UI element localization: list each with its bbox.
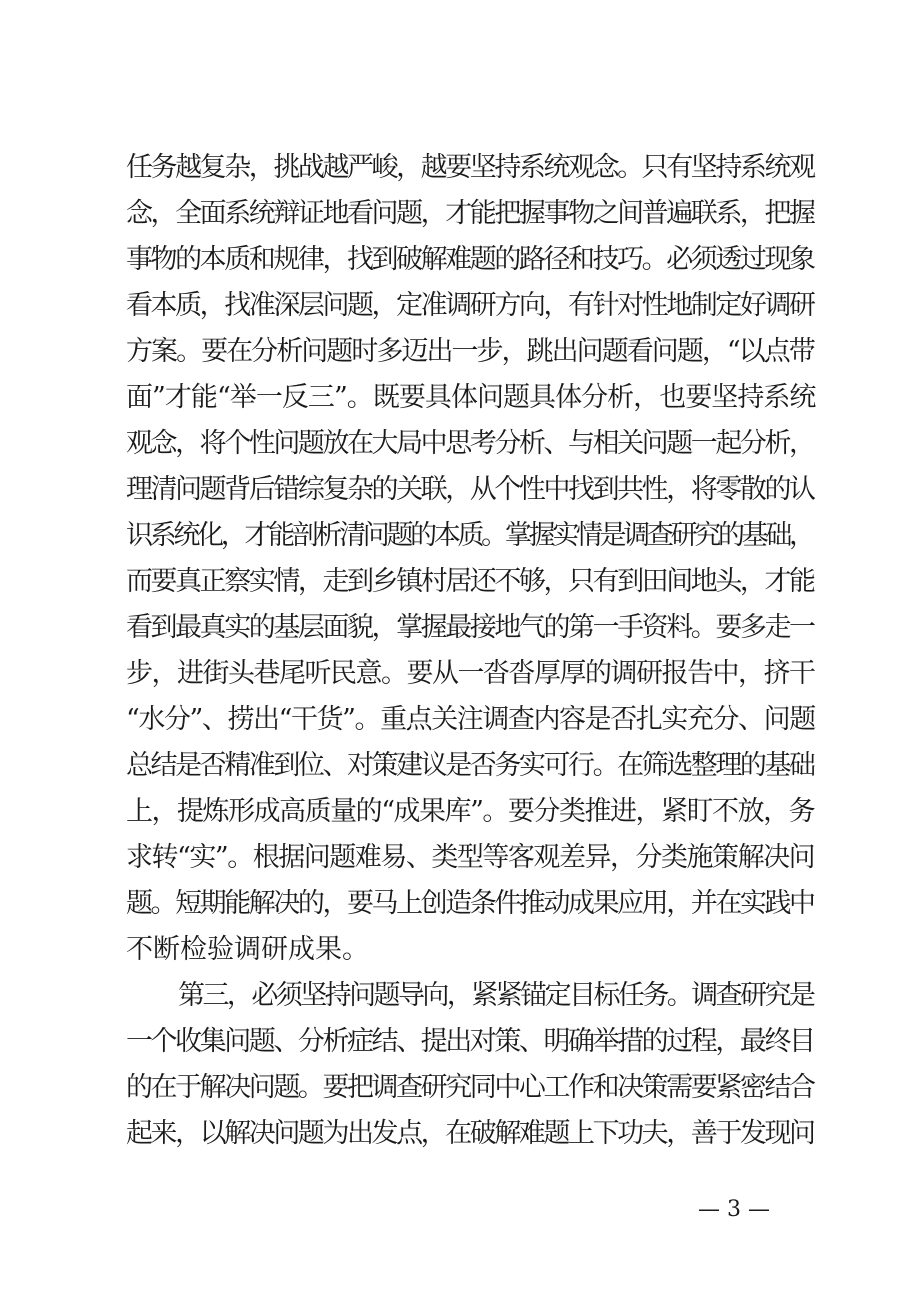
text-line: 识系统化，才能剖析清问题的本质。掌握实情是调查研究的基础， [126, 520, 813, 551]
text-line: 上，提炼形成高质量的“成果库”。要分类推进，紧盯不放，务 [126, 796, 815, 827]
text-line: 理清问题背后错综复杂的关联，从个性中找到共性，将零散的认 [126, 474, 814, 505]
text-line: 的在于解决问题。要把调查研究同中心工作和决策需要紧密结合 [126, 1072, 814, 1103]
text-line: 题。短期能解决的，要马上创造条件推动成果应用，并在实践中 [126, 888, 814, 919]
text-line: 观念，将个性问题放在大局中思考分析、与相关问题一起分析， [126, 428, 814, 459]
text-line: 步，进街头巷尾听民意。要从一沓沓厚厚的调研报告中，挤干 [126, 658, 815, 689]
text-line: 求转“实”。根据问题难易、类型等客观差异，分类施策解决问 [126, 842, 815, 873]
text-line: 念，全面系统辩证地看问题，才能把握事物之间普遍联系，把握 [126, 198, 814, 229]
text-line: 方案。要在分析问题时多迈出一步，跳出问题看问题，“以点带 [126, 336, 814, 367]
text-line: 事物的本质和规律，找到破解难题的路径和技巧。必须透过现象 [126, 244, 814, 275]
text-line: 看到最真实的基层面貌，掌握最接地气的第一手资料。要多走一 [126, 612, 814, 643]
page-number: — 3 — [698, 1197, 770, 1222]
text-line: “水分”、捞出“干货”。重点关注调查内容是否扎实充分、问题 [126, 704, 815, 735]
text-line: 而要真正察实情，走到乡镇村居还不够，只有到田间地头，才能 [126, 566, 814, 597]
text-line: 看本质，找准深层问题，定准调研方向，有针对性地制定好调研 [126, 290, 814, 321]
text-line: 不断检验调研成果。 [126, 934, 369, 965]
text-line: 任务越复杂，挑战越严峻，越要坚持系统观念。只有坚持系统观 [126, 152, 814, 183]
text-line: 面”才能“举一反三”。既要具体问题具体分析，也要坚持系统 [126, 382, 816, 413]
text-line: 起来，以解决问题为出发点，在破解难题上下功夫，善于发现问 [126, 1118, 814, 1149]
text-line: 一个收集问题、分析症结、提出对策、明确举措的过程，最终目 [126, 1026, 814, 1057]
text-line: 总结是否精准到位、对策建议是否务实可行。在筛选整理的基础 [126, 750, 814, 781]
text-line: 第三，必须坚持问题导向，紧紧锚定目标任务。调查研究是 [178, 980, 814, 1011]
